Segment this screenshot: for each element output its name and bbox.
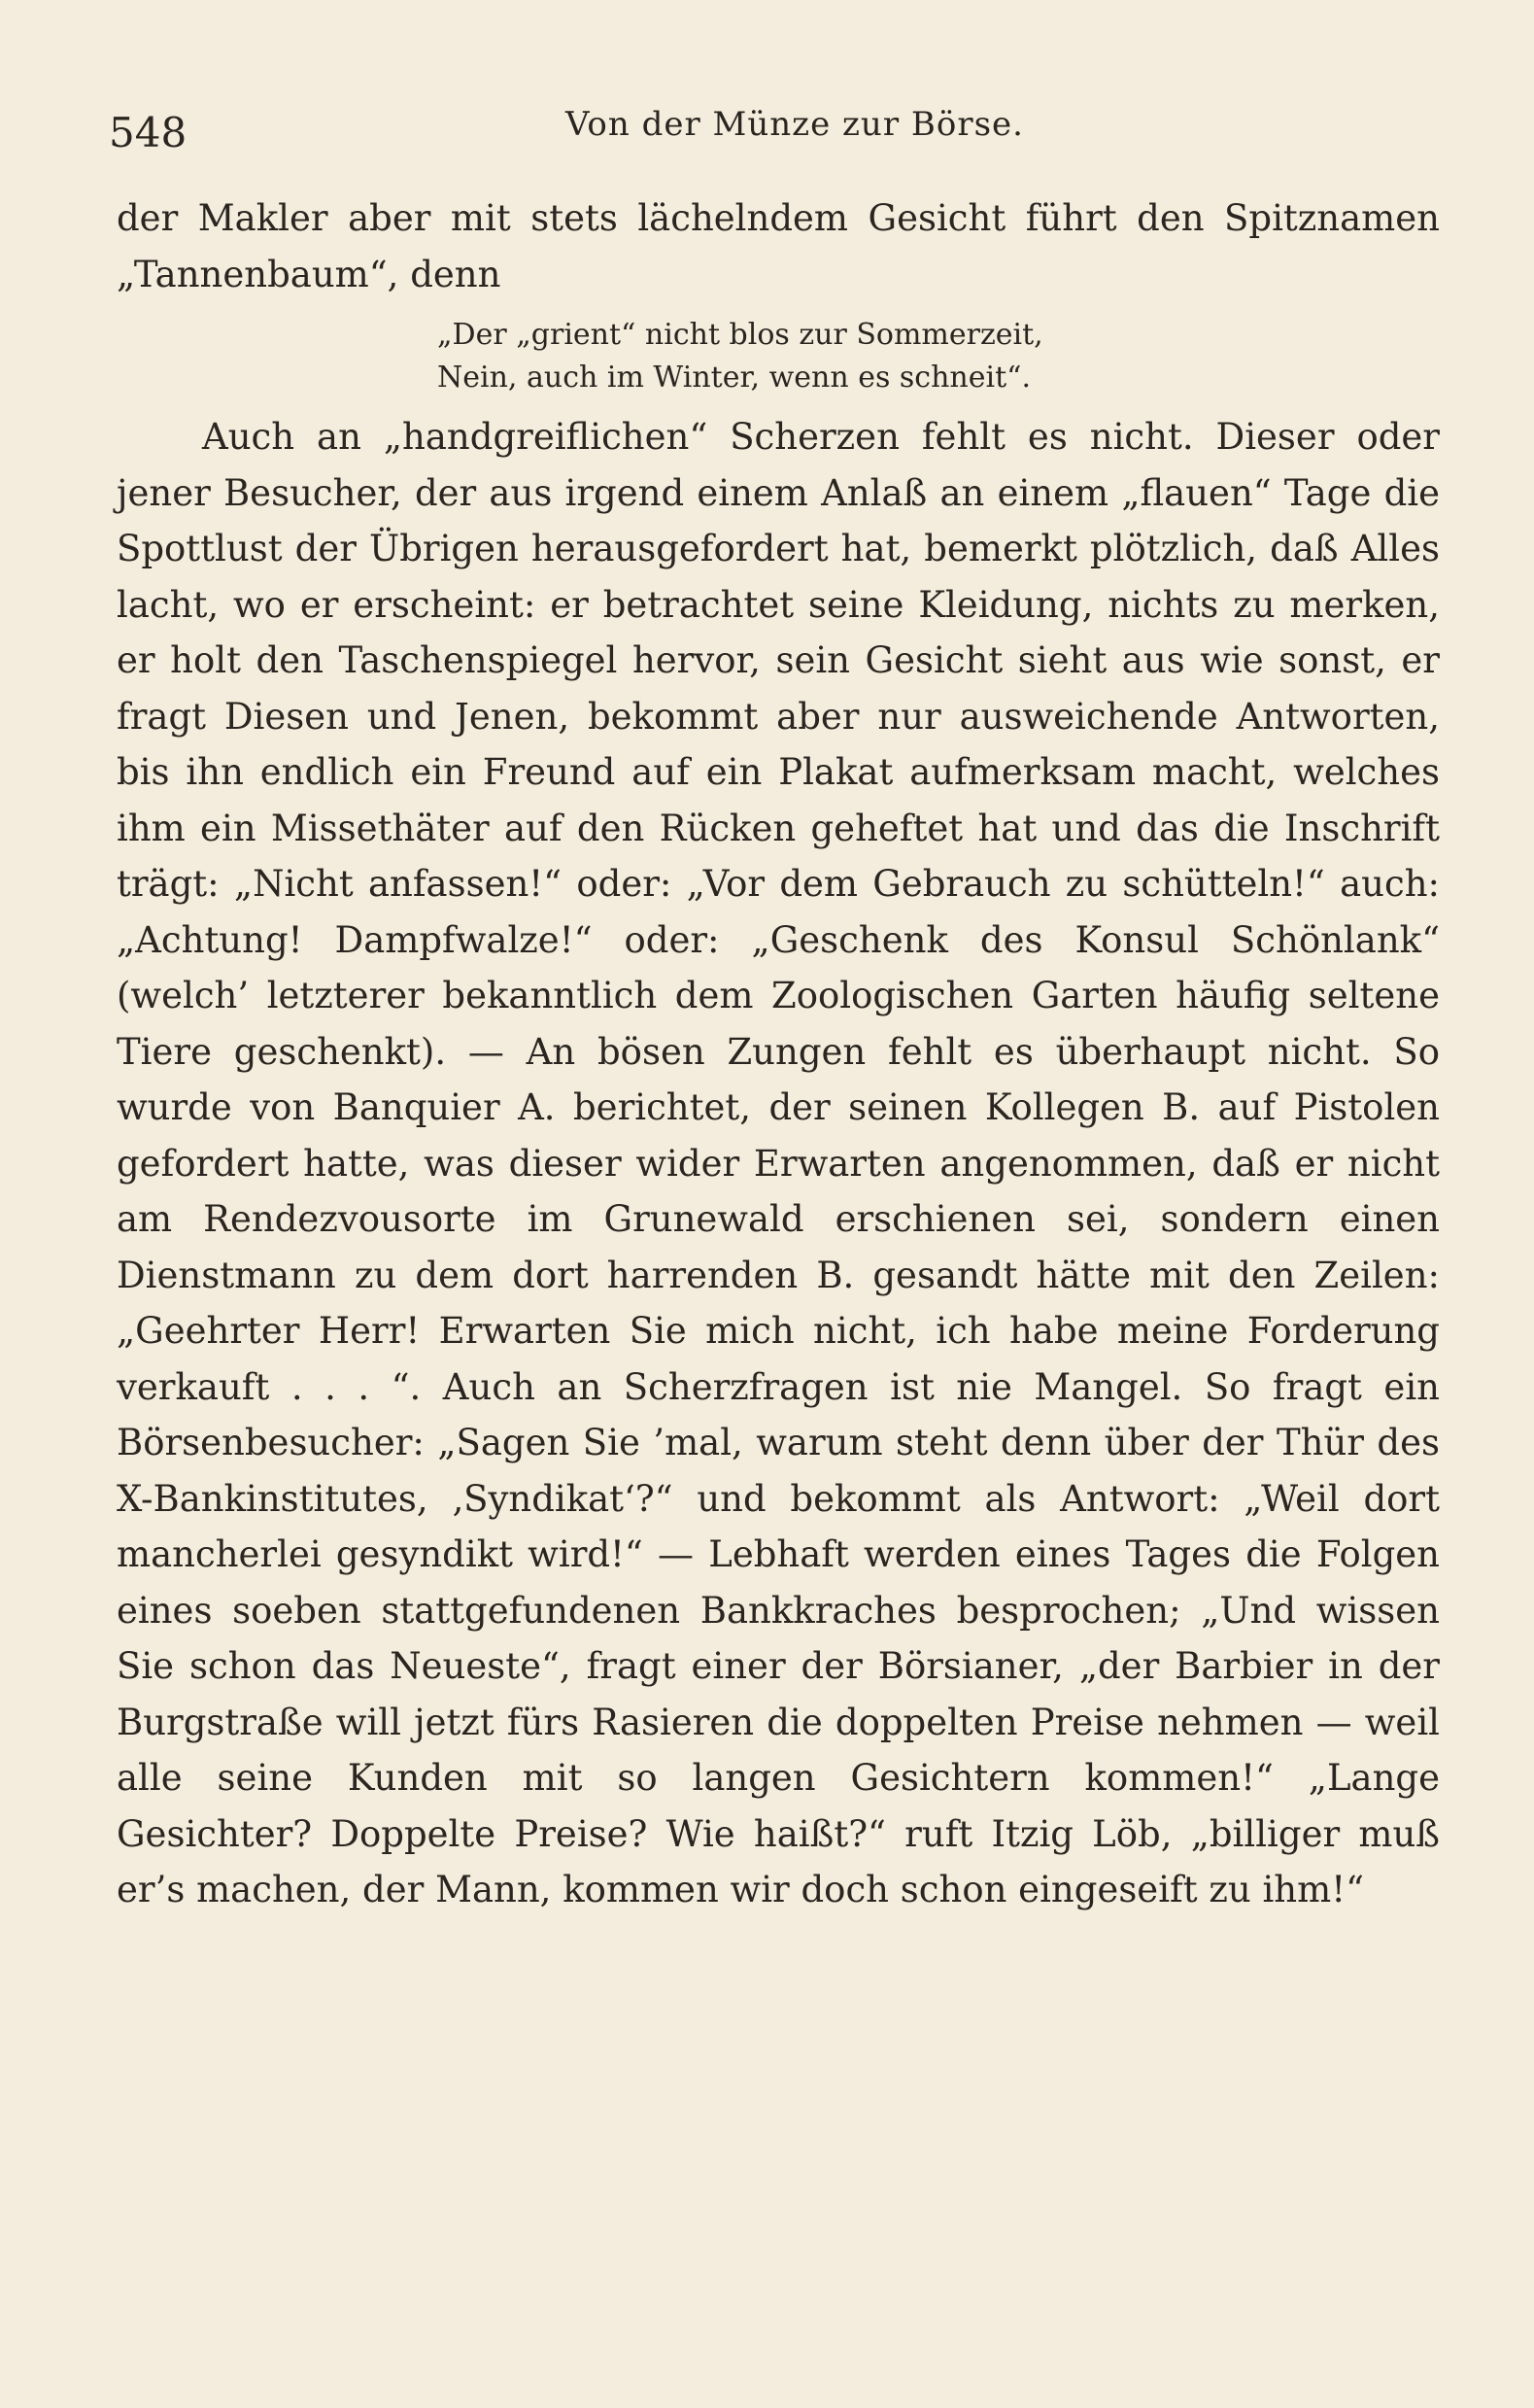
page-number: 548 [109, 109, 187, 156]
verse-line-1: „Der „grient“ nicht blos zur Sommerzeit, [437, 318, 1043, 352]
paragraph-2: Auch an „handgreiflichen“ Scherzen fehlt es nicht. Dieser oder jener Besucher, der aus irgend einem Anlaß an einem „flauen“ Tage die Spottlust der Übrigen herausgefordert hat, bemerkt plötzlich, daß Alles lacht, wo er erscheint: er betrachtet seine Kleidung, nichts zu merken, er holt den Taschenspiegel hervor, sein Gesicht sieht aus wie sonst, er fragt Diesen und Jenen, bekommt aber nur ausweichende Antworten, bis ihn endlich ein Freund auf ein Plakat aufmerksam macht, welches ihm ein Missethäter auf den Rücken geheftet hat und das die Inschrift trägt: „Nicht anfassen!“ oder: „Vor dem Gebrauch zu schütteln!“ auch: „Achtung! Dampfwalze!“ oder: „Geschenk des Konsul Schönlank“ (welch’ letzterer bekanntlich dem Zoologischen Garten häufig seltene Tiere geschenkt). — An bösen Zungen fehlt es überhaupt nicht. So wurde von Banquier A. berichtet, der seinen Kollegen B. auf Pistolen gefordert hatte, was dieser wider Erwarten angenommen, daß er nicht am Rendezvousorte im Grunewald erschienen sei, sondern einen Dienstmann zu dem dort harrenden B. gesandt hätte mit den Zeilen: „Geehrter Herr! Erwarten Sie mich nicht, ich habe meine Forderung verkauft . . . “. Auch an Scherzfragen ist nie Mangel. So fragt ein Börsenbesucher: „Sagen Sie ’mal, warum steht denn über der Thür des X-Bankinstitutes, ‚Syndikat‘?“ und bekommt als Antwort: „Weil dort mancherlei gesyndikt wird!“ — Lebhaft werden eines Tages die Folgen eines soeben stattgefundenen Bankkraches besprochen; „Und wissen Sie schon das Neueste“, fragt einer der Börsianer, „der Barbier in der Burgstraße will jetzt fürs Rasieren die doppelten Preise nehmen — weil alle seine Kunden mit so langen Gesichtern kommen!“ „Lange Gesichter? Doppelte Preise? Wie haißt?“ ruft Itzig Löb, „billiger muß er’s machen, der Mann, kommen wir doch schon eingeseift zu ihm!“ [117, 416, 1440, 1910]
verse-quote [437, 314, 1440, 399]
body-text [117, 190, 1440, 1918]
running-head [109, 105, 1449, 163]
paragraph-1: der Makler aber mit stets lächelndem Gesicht führt den Spitznamen „Tannenbaum“, denn [117, 197, 1440, 295]
verse-line-2: Nein, auch im Winter, wenn es schneit“. [437, 361, 1032, 395]
running-title: Von der Münze zur Börse. [565, 105, 1024, 144]
